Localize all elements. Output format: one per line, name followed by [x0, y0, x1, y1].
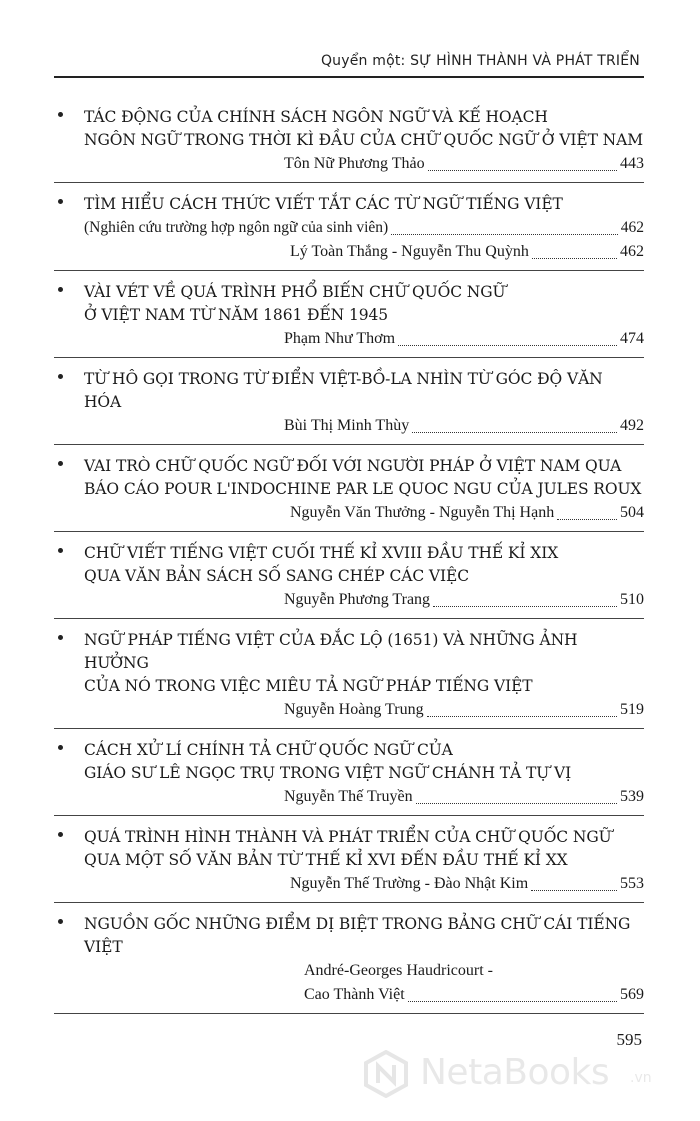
- toc-entry-title: BÁO CÁO POUR L'INDOCHINE PAR LE QUOC NGU CỦA JULES ROUX: [84, 480, 642, 498]
- bullet-icon: [58, 461, 63, 466]
- leader-dots: [408, 1000, 617, 1002]
- bullet-icon: [58, 199, 63, 204]
- toc-entry-title: NGÔN NGỮ TRONG THỜI KÌ ĐẦU CỦA CHỮ QUỐC NGỮ Ở VIỆT NAM: [84, 131, 643, 149]
- watermark-suffix: .vn: [630, 1070, 652, 1086]
- running-title: Quyển một: SỰ HÌNH THÀNH VÀ PHÁT TRIỂN: [320, 53, 640, 69]
- toc-entry-page: 474: [620, 330, 644, 347]
- toc-entry-author: Nguyễn Văn Thưởng - Nguyễn Thị Hạnh: [290, 504, 555, 521]
- toc-entry-author-line: [54, 414, 644, 438]
- toc-entry: [54, 445, 644, 532]
- toc-entry-author-line: [54, 240, 644, 264]
- toc-entry-title: TÌM HIỂU CÁCH THỨC VIẾT TẮT CÁC TỪ NGỮ TIẾNG VIỆT: [84, 195, 563, 213]
- toc-entry-author: André-Georges Haudricourt -: [304, 962, 493, 979]
- bullet-icon: [58, 832, 63, 837]
- leader-dots: [557, 518, 617, 520]
- toc-entry-title: QUÁ TRÌNH HÌNH THÀNH VÀ PHÁT TRIỂN CỦA CHỮ QUỐC NGỮ: [84, 828, 612, 846]
- toc-entry-title: GIÁO SƯ LÊ NGỌC TRỤ TRONG VIỆT NGỮ CHÁNH TẢ TỰ VỊ: [84, 764, 572, 782]
- toc-entry-page: 569: [620, 986, 644, 1003]
- leader-dots: [412, 431, 617, 433]
- toc-entry-author-line: [54, 785, 644, 809]
- toc-entry-title: CỦA NÓ TRONG VIỆC MIÊU TẢ NGỮ PHÁP TIẾNG VIỆT: [84, 677, 533, 695]
- toc-entry-author-line: [304, 959, 644, 983]
- toc-entry-author: Nguyễn Thế Trường - Đào Nhật Kim: [290, 875, 529, 892]
- toc-entry-author-line: [304, 983, 644, 1007]
- toc-entry-page: 510: [620, 591, 644, 608]
- toc-entry-page: 443: [620, 155, 644, 172]
- toc-entry-title: TỪ HÔ GỌI TRONG TỪ ĐIỂN VIỆT-BỒ-LA NHÌN TỪ GÓC ĐỘ VĂN HÓA: [84, 370, 603, 411]
- toc-entry-title: QUA MỘT SỐ VĂN BẢN TỪ THẾ KỈ XVI ĐẾN ĐẦU THẾ KỈ XX: [84, 851, 568, 869]
- toc-entry-author-line: [54, 588, 644, 612]
- toc-entry-page: 539: [620, 788, 644, 805]
- leader-dots: [428, 169, 617, 171]
- bullet-icon: [58, 635, 63, 640]
- toc-entry-title: NGUỒN GỐC NHỮNG ĐIỂM DỊ BIỆT TRONG BẢNG CHỮ CÁI TIẾNG VIỆT: [84, 915, 631, 956]
- toc-entry-title: Ở VIỆT NAM TỪ NĂM 1861 ĐẾN 1945: [84, 306, 389, 324]
- toc-entry: [54, 183, 644, 271]
- toc-entry-page: 462: [620, 219, 644, 236]
- leader-dots: [427, 715, 617, 717]
- toc-entry-author: Nguyễn Hoàng Trung: [284, 701, 424, 718]
- toc-entry: [54, 619, 644, 729]
- page-number: 595: [616, 1030, 642, 1049]
- bullet-icon: [58, 374, 63, 379]
- toc-entry-author-line: [54, 872, 644, 896]
- toc-entry-title: VÀI VÉT VỀ QUÁ TRÌNH PHỔ BIẾN CHỮ QUỐC NGỮ: [84, 283, 506, 301]
- leader-dots: [398, 344, 617, 346]
- bullet-icon: [58, 548, 63, 553]
- toc-entry: [54, 532, 644, 619]
- toc-entry-author-line: [54, 698, 644, 722]
- toc-entry: [54, 903, 644, 1014]
- toc-entry-author: Lý Toàn Thắng - Nguyễn Thu Quỳnh: [290, 243, 529, 260]
- toc-entry: [54, 358, 644, 445]
- toc-entry: [54, 96, 644, 183]
- table-of-contents: [54, 96, 644, 1014]
- bullet-icon: [58, 919, 63, 924]
- leader-dots: [391, 233, 618, 235]
- toc-entry-title: TÁC ĐỘNG CỦA CHÍNH SÁCH NGÔN NGỮ VÀ KẾ HOẠCH: [84, 108, 548, 126]
- watermark: [362, 1050, 662, 1098]
- toc-entry-page: 553: [620, 875, 644, 892]
- leader-dots: [416, 802, 617, 804]
- running-header: [54, 50, 644, 78]
- bullet-icon: [58, 287, 63, 292]
- toc-entry-title: VAI TRÒ CHỮ QUỐC NGỮ ĐỐI VỚI NGƯỜI PHÁP Ở VIỆT NAM QUA: [84, 457, 622, 475]
- toc-entry-author: Cao Thành Việt: [304, 986, 405, 1003]
- toc-entry-author: Phạm Như Thơm: [284, 330, 396, 347]
- toc-entry-title: CHỮ VIẾT TIẾNG VIỆT CUỐI THẾ KỈ XVIII ĐẦU THẾ KỈ XIX: [84, 544, 559, 562]
- toc-entry-author-line: [54, 501, 644, 525]
- toc-entry-page: 504: [620, 504, 644, 521]
- leader-dots: [532, 257, 617, 259]
- toc-entry-title: NGỮ PHÁP TIẾNG VIỆT CỦA ĐẮC LỘ (1651) VÀ NHỮNG ẢNH HƯỞNG: [84, 631, 578, 672]
- netabooks-logo-icon: [362, 1050, 410, 1098]
- bullet-icon: [58, 745, 63, 750]
- toc-entry-page: 492: [620, 417, 644, 434]
- toc-entry-author: Bùi Thị Minh Thùy: [284, 417, 410, 434]
- toc-entry-author: Tôn Nữ Phương Thảo: [284, 155, 425, 172]
- toc-entry-page: 519: [620, 701, 644, 718]
- toc-entry: [54, 816, 644, 903]
- bullet-icon: [58, 112, 63, 117]
- watermark-brand: NetaBooks: [420, 1052, 610, 1093]
- toc-entry-author-line: [54, 152, 644, 176]
- leader-dots: [531, 889, 617, 891]
- toc-entry-author: Nguyễn Phương Trang: [284, 591, 431, 608]
- toc-entry-subtitle-line: [84, 216, 644, 240]
- toc-entry-page: 462: [620, 243, 644, 260]
- toc-entry: [54, 729, 644, 816]
- toc-entry: [54, 271, 644, 358]
- leader-dots: [433, 605, 617, 607]
- toc-entry-author-block: [54, 959, 644, 1007]
- toc-entry-author-line: [54, 327, 644, 351]
- toc-entry-title: QUA VĂN BẢN SÁCH SỐ SANG CHÉP CÁC VIỆC: [84, 567, 469, 585]
- toc-entry-subtitle: (Nghiên cứu trường hợp ngôn ngữ của sinh viên): [84, 219, 389, 236]
- toc-entry-author: Nguyễn Thế Truyền: [284, 788, 413, 805]
- toc-entry-title: CÁCH XỬ LÍ CHÍNH TẢ CHỮ QUỐC NGỮ CỦA: [84, 741, 453, 759]
